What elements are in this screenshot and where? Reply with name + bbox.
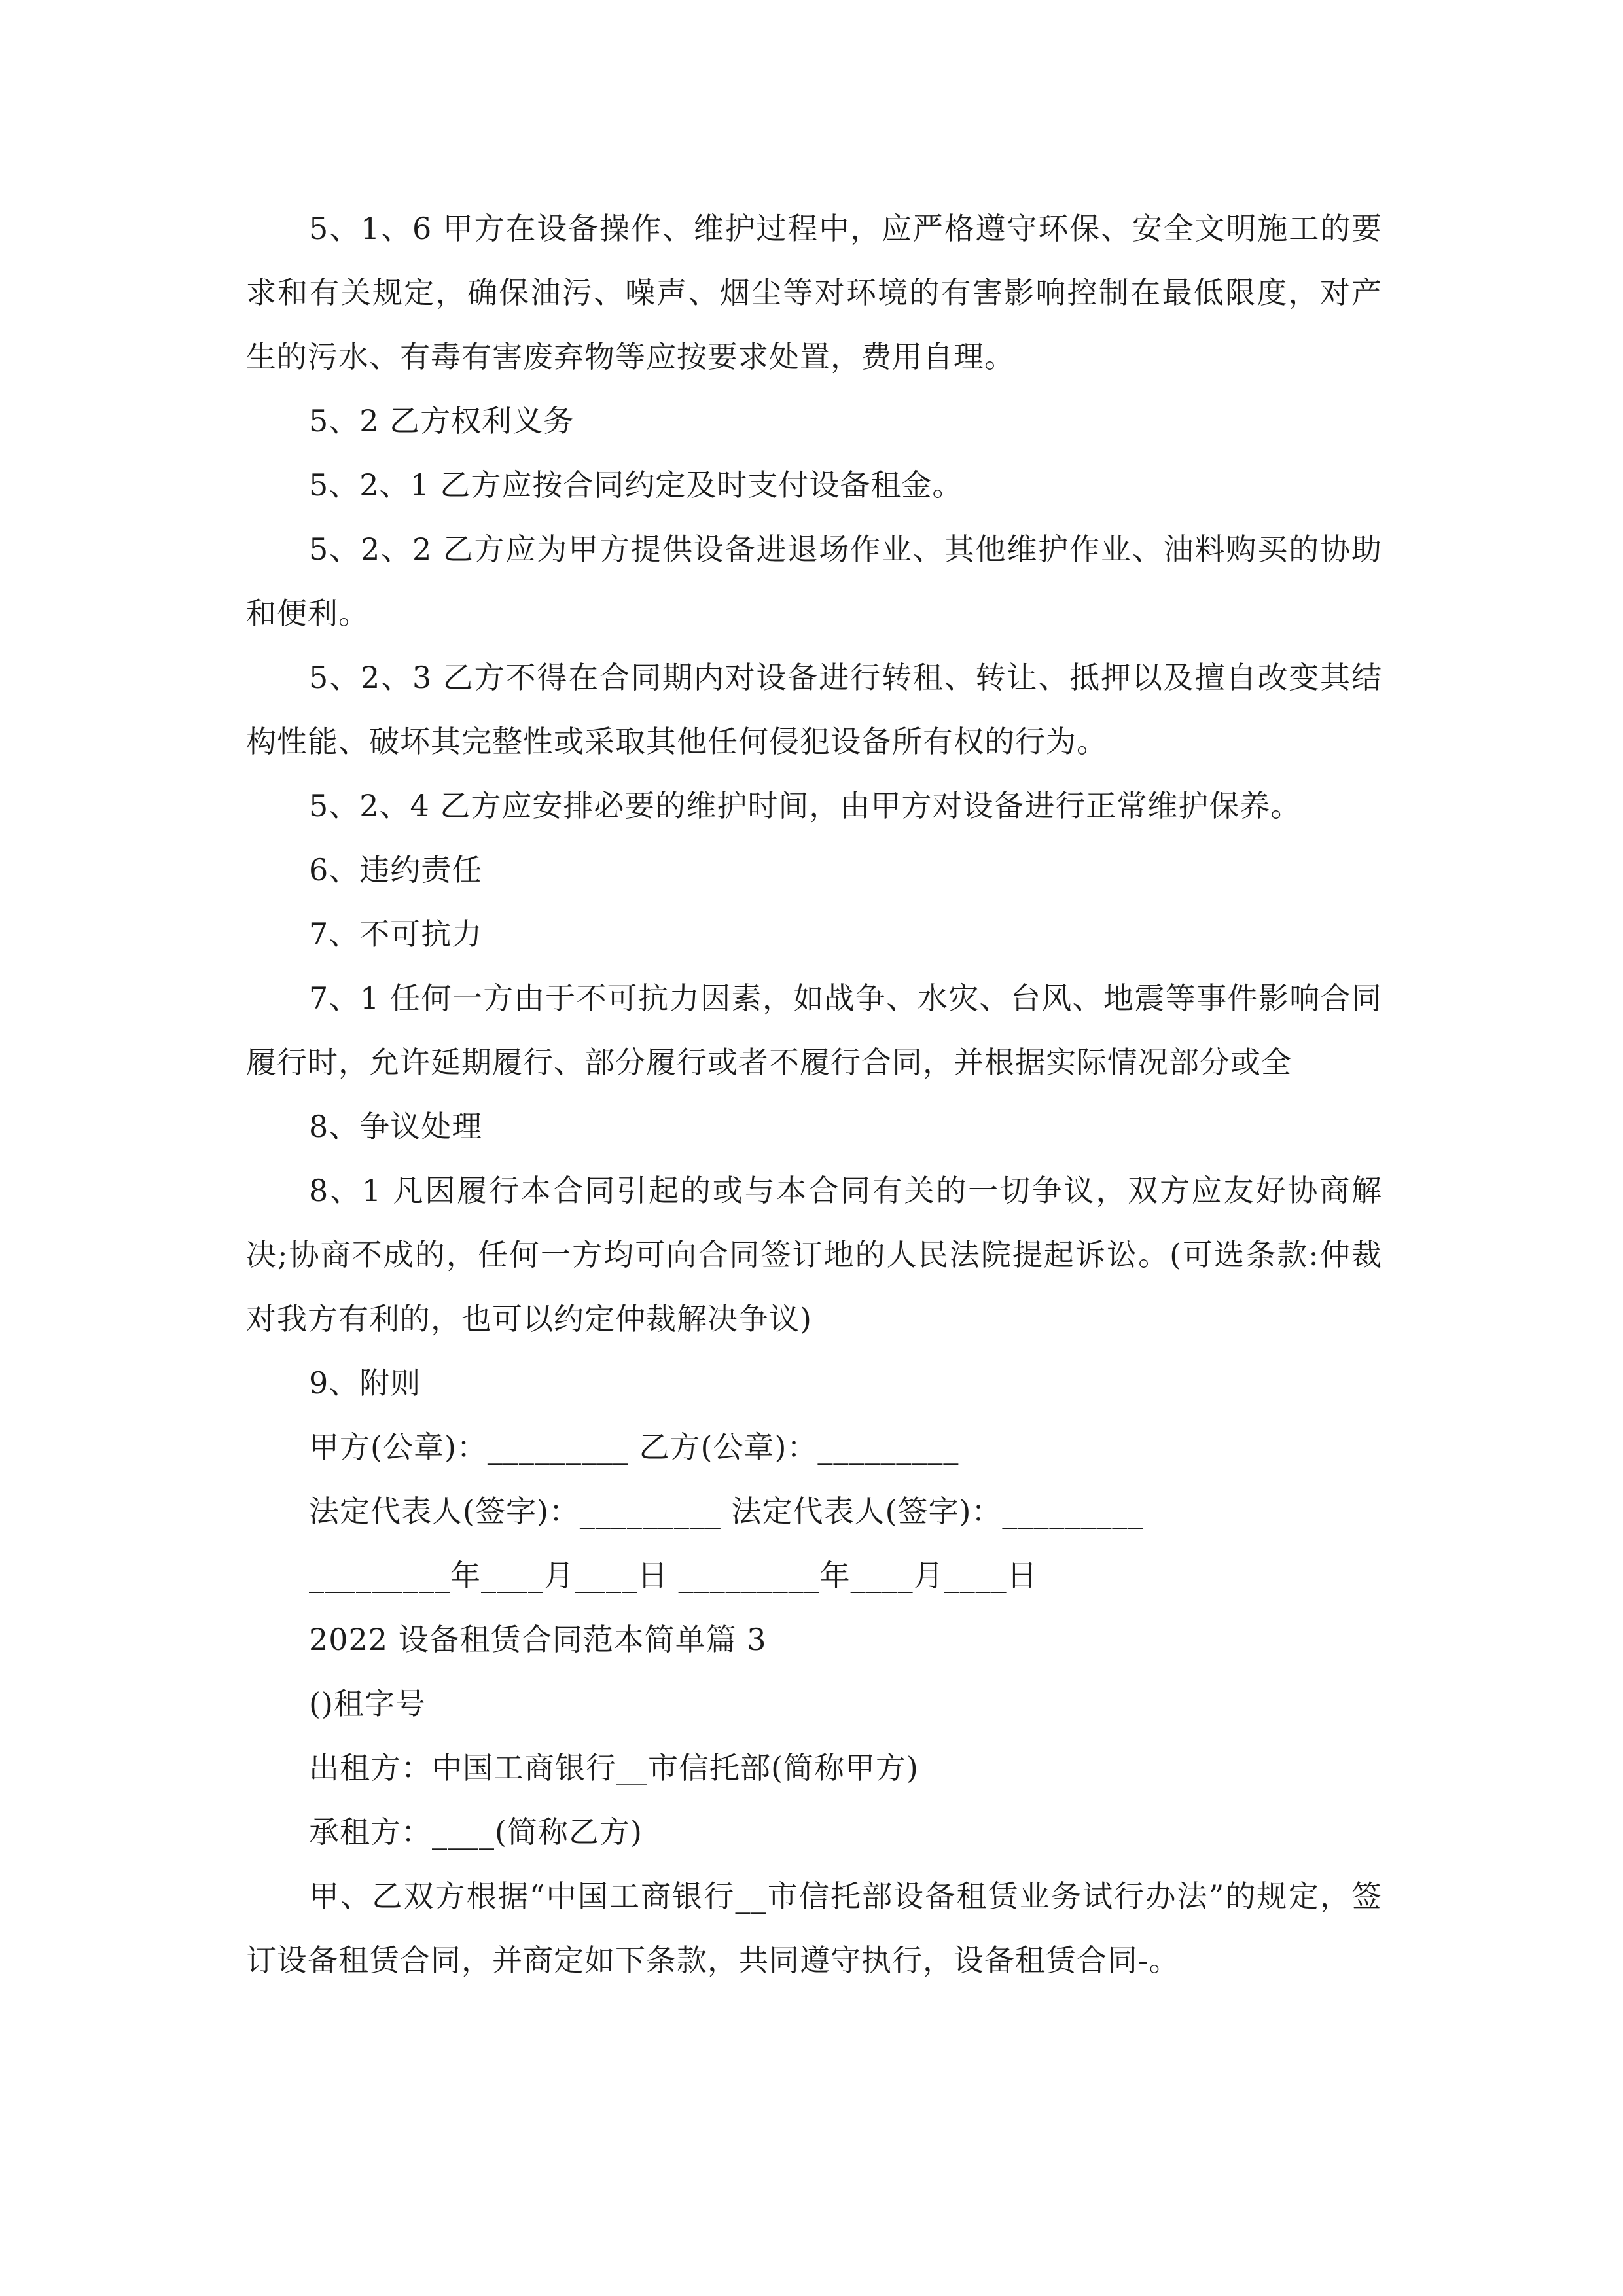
heading-5-2: 5、2 乙方权利义务 [309,403,575,439]
clause-5-1-6: 5、1、6 甲方在设备操作、维护过程中，应严格遵守环保、安全文明施工的要求和有关规定，确保油污、噪声、烟尘等对环境的有害影响控制在最低限度，对产生的污水、有毒有害废弃物等应按要求处置，费用自理。 [246,211,1382,374]
document-body [246,196,1382,1992]
clause-5-2-1: 5、2、1 乙方应按合同约定及时支付设备租金。 [309,467,963,503]
contract-number-line: ()租字号 [309,1686,426,1721]
clause-5-2-4: 5、2、4 乙方应安排必要的维护时间，由甲方对设备进行正常维护保养。 [309,788,1302,823]
heading-9: 9、附则 [309,1365,421,1401]
signature-seal-line: 甲方(公章)：_________ 乙方(公章)：_________ [309,1429,959,1465]
clause-8-1: 8、1 凡因履行本合同引起的或与本合同有关的一切争议，双方应友好协商解决;协商不成的，任何一方均可向合同签订地的人民法院提起诉讼。(可选条款:仲裁对我方有利的，也可以约定仲裁解决争议) [246,1173,1382,1336]
heading-7: 7、不可抗力 [309,916,483,952]
clause-5-2-2: 5、2、2 乙方应为甲方提供设备进退场作业、其他维护作业、油料购买的协助和便利。 [246,531,1382,631]
signature-representative-line: 法定代表人(签字)：_________ 法定代表人(签字)：_________ [309,1494,1144,1529]
lessee-line: 承租方：____(简称乙方) [309,1814,643,1850]
section-title-contract-3: 2022 设备租赁合同范本简单篇 3 [309,1622,767,1657]
heading-8: 8、争议处理 [309,1109,483,1144]
lessor-line: 出租方：中国工商银行__市信托部(简称甲方) [309,1750,919,1785]
signature-date-line: _________年____月____日 _________年____月____日 [309,1558,1038,1593]
heading-6: 6、违约责任 [309,852,483,888]
contract-preamble: 甲、乙双方根据“中国工商银行__市信托部设备租赁业务试行办法”的规定，签订设备租赁合同，并商定如下条款，共同遵守执行，设备租赁合同-。 [246,1878,1382,1978]
clause-5-2-3: 5、2、3 乙方不得在合同期内对设备进行转租、转让、抵押以及擅自改变其结构性能、破坏其完整性或采取其他任何侵犯设备所有权的行为。 [246,660,1382,759]
clause-7-1: 7、1 任何一方由于不可抗力因素，如战争、水灾、台风、地震等事件影响合同履行时，允许延期履行、部分履行或者不履行合同，并根据实际情况部分或全 [246,980,1382,1080]
